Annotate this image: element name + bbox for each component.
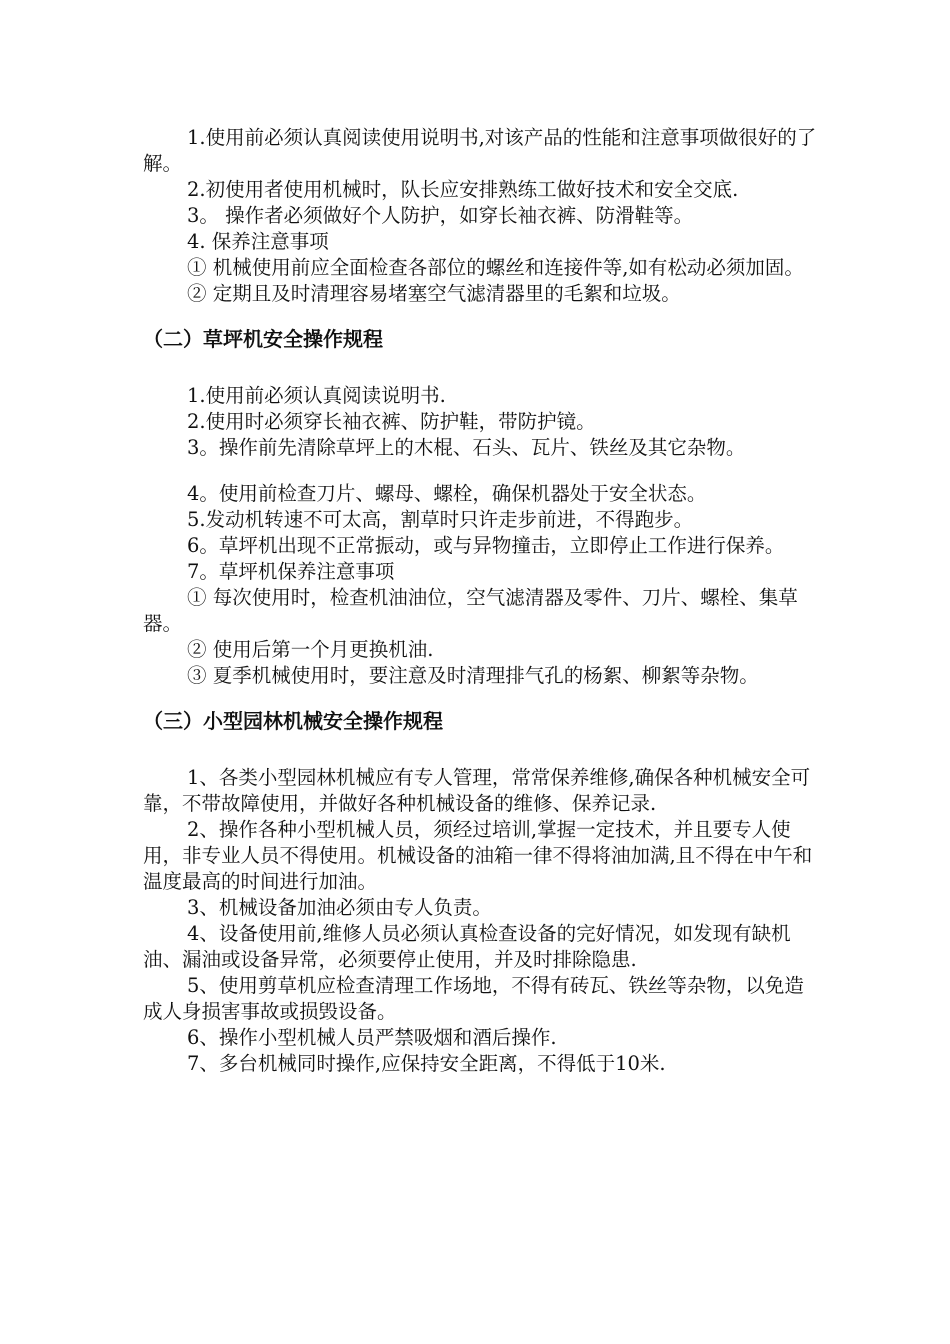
section-block	[143, 383, 823, 461]
paragraph: 7。草坪机保养注意事项	[187, 560, 395, 583]
paragraph: 3。 操作者必须做好个人防护，如穿长袖衣裤、防滑鞋等。	[187, 204, 694, 227]
paragraph: 1.使用前必须认真阅读使用说明书,对该产品的性能和注意事项做很好的了解。	[143, 126, 817, 175]
paragraph: 6。草坪机出现不正常振动，或与异物撞击，立即停止工作进行保养。	[187, 534, 785, 557]
paragraph: 2.初使用者使用机械时，队长应安排熟练工做好技术和安全交底.	[187, 178, 739, 201]
paragraph: ② 定期且及时清理容易堵塞空气滤清器里的毛絮和垃圾。	[187, 282, 681, 305]
paragraph: 1、各类小型园林机械应有专人管理，常常保养维修,确保各种机械安全可靠，不带故障使用，并做好各种机械设备的维修、保养记录.	[143, 766, 811, 815]
paragraph: 6、操作小型机械人员严禁吸烟和酒后操作.	[187, 1026, 557, 1049]
paragraph: 2.使用时必须穿长袖衣裤、防护鞋，带防护镜。	[187, 410, 596, 433]
paragraph: 3、机械设备加油必须由专人负责。	[187, 896, 492, 919]
paragraph: 5.发动机转速不可太高，割草时只许走步前进，不得跑步。	[187, 508, 694, 531]
paragraph: 3。操作前先清除草坪上的木棍、石头、瓦片、铁丝及其它杂物。	[187, 436, 746, 459]
paragraph: 4。使用前检查刀片、螺母、螺栓，确保机器处于安全状态。	[187, 482, 707, 505]
section-block	[143, 765, 823, 1077]
paragraph: 1.使用前必须认真阅读说明书.	[187, 384, 446, 407]
section-block	[143, 481, 823, 689]
paragraph: 5、使用剪草机应检查清理工作场地，不得有砖瓦、铁丝等杂物，以免造成人身损害事故或损毁设备。	[143, 974, 804, 1023]
paragraph: ② 使用后第一个月更换机油.	[187, 638, 434, 661]
paragraph: 7、多台机械同时操作,应保持安全距离，不得低于10米.	[187, 1052, 666, 1075]
paragraph: ① 每次使用时，检查机油油位，空气滤清器及零件、刀片、螺栓、集草器。	[143, 586, 798, 635]
paragraph: 4、设备使用前,维修人员必须认真检查设备的完好情况，如发现有缺机油、漏油或设备异常，必须要停止使用，并及时排除隐患.	[143, 922, 791, 971]
section-heading: （二）草坪机安全操作规程	[143, 327, 383, 351]
paragraph: ① 机械使用前应全面检查各部位的螺丝和连接件等,如有松动必须加固。	[187, 256, 804, 279]
document-body	[143, 125, 823, 1077]
section-heading: （三）小型园林机械安全操作规程	[143, 709, 443, 733]
paragraph: 2、操作各种小型机械人员，须经过培训,掌握一定技术，并且要专人使用，非专业人员不得使用。机械设备的油箱一律不得将油加满,且不得在中午和温度最高的时间进行加油。	[143, 818, 813, 893]
paragraph: 4. 保养注意事项	[187, 230, 329, 253]
paragraph: ③ 夏季机械使用时，要注意及时清理排气孔的杨絮、柳絮等杂物。	[187, 664, 759, 687]
